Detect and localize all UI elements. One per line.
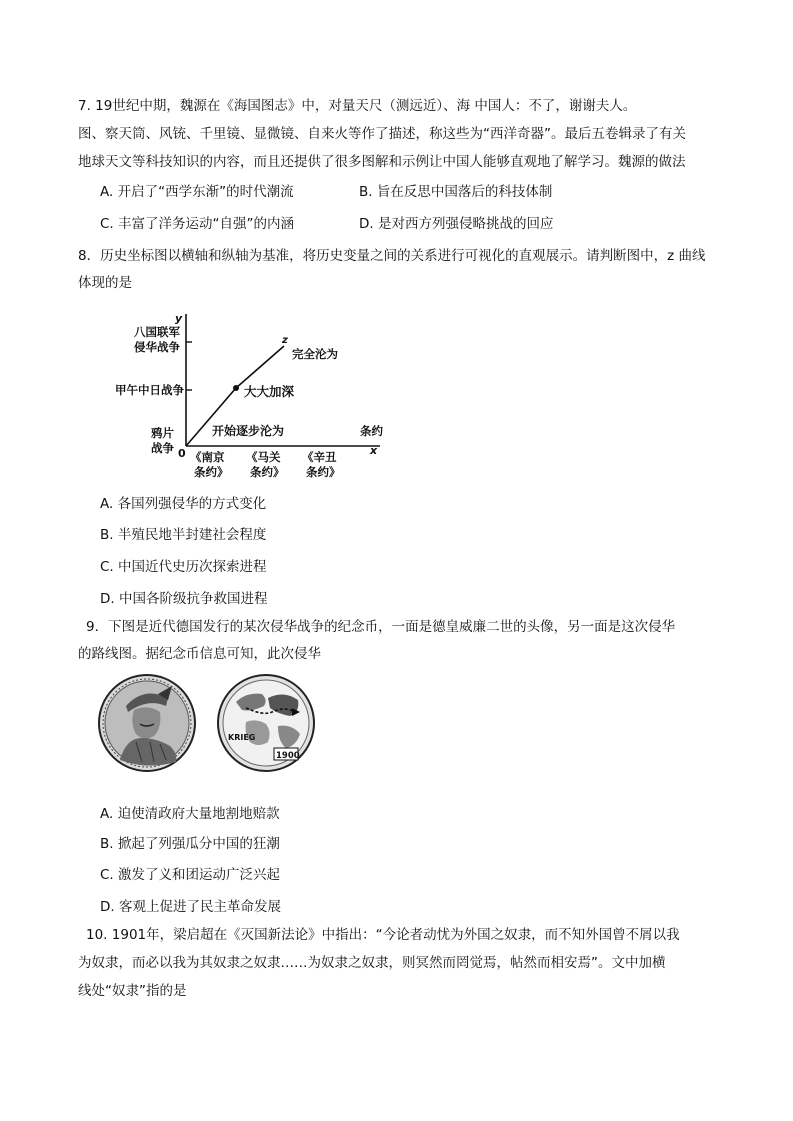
q7-option-c: C. 丰富了洋务运动“自强”的内涵 — [100, 216, 294, 232]
q8-option-d: D. 中国各阶级抗争救国进程 — [100, 591, 268, 607]
y-label-opium-war-2: 战争 — [151, 441, 174, 455]
q7-option-d: D. 是对西方列强侵略挑战的回应 — [359, 216, 554, 232]
x-label-shimonoseki-2: 条约》 — [250, 465, 285, 479]
q9-option-b: B. 掀起了列强瓜分中国的狂潮 — [100, 836, 280, 852]
q9-option-a: A. 迫使清政府大量地割地赔款 — [100, 806, 280, 822]
q10-line-2: 为奴隶，而必以我为其奴隶之奴隶……为奴隶之奴隶，则冥然而罔觉焉，帖然而相安焉”。文中加横 — [78, 955, 666, 971]
q10-line-3: 线处“奴隶”指的是 — [78, 983, 187, 999]
y-label-eight-nation-1: 八国联军 — [134, 325, 180, 339]
z-curve-label: z — [282, 335, 288, 346]
x-label-shimonoseki-1: 《马关 — [246, 450, 281, 464]
q8-line-1: 8．历史坐标图以横轴和纵轴为基准，将历史变量之间的关系进行可视化的直观展示。请判断图中，z 曲线 — [78, 248, 706, 264]
x-label-nanjing-2: 条约》 — [194, 465, 229, 479]
q8-line-2: 体现的是 — [78, 275, 132, 291]
q8-coordinate-figure — [115, 304, 396, 486]
y-label-sino-japanese-war: 甲午中日战争 — [115, 383, 184, 397]
x-axis-letter: x — [370, 444, 378, 457]
y-label-eight-nation-2: 侵华战争 — [134, 340, 180, 354]
q9-commemorative-coin-figure — [96, 672, 318, 774]
origin-label: 0 — [178, 447, 186, 460]
annotation-deepened: 大大加深 — [244, 384, 295, 399]
coin-year: 1900 — [276, 751, 300, 761]
coin-inscription: KRIEG — [228, 733, 256, 742]
x-label-nanjing-1: 《南京 — [190, 450, 225, 464]
q9-option-c: C. 激发了义和团运动广泛兴起 — [100, 867, 281, 883]
q10-line-1: 10. 1901年，梁启超在《灭国新法论》中指出：“今论者动忧为外国之奴隶，而不知外国曾不屑以我 — [86, 927, 680, 943]
q7-option-b: B. 旨在反思中国落后的科技体制 — [359, 184, 553, 200]
y-label-opium-war-1: 鸦片 — [151, 426, 174, 440]
q9-line-1: 9．下图是近代德国发行的某次侵华战争的纪念币，一面是德皇威廉二世的头像，另一面是这次侵华 — [86, 619, 676, 635]
q8-option-a: A. 各国列强侵华的方式变化 — [100, 496, 267, 512]
x-label-xinchou-1: 《辛丑 — [302, 450, 337, 464]
q7-option-a: A. 开启了“西学东渐”的时代潮流 — [100, 184, 294, 200]
annotation-complete: 完全沦为 — [292, 347, 338, 361]
z-curve-point — [233, 385, 239, 391]
coin-portrait-side — [99, 675, 195, 771]
q7-line-3: 地球天文等科技知识的内容，而且还提供了很多图解和示例让中国人能够直观地了解学习。魏源的做法 — [78, 154, 686, 170]
x-axis-name: 条约 — [360, 424, 383, 438]
q9-line-2: 的路线图。据纪念币信息可知，此次侵华 — [78, 646, 321, 662]
y-axis-letter: y — [175, 312, 183, 325]
q8-option-c: C. 中国近代史历次探索进程 — [100, 559, 267, 575]
q7-line-1: 7. 19世纪中期，魏源在《海国图志》中，对量天尺（测远近）、海 中国人：不了，谢谢夫人。 — [78, 98, 637, 114]
annotation-beginning: 开始逐步沦为 — [212, 424, 285, 438]
q7-line-2: 图、察天筒、风铳、千里镜、显微镜、自来火等作了描述，称这些为“西洋奇器”。最后五卷辑录了有关 — [78, 126, 686, 142]
x-label-xinchou-2: 条约》 — [306, 465, 341, 479]
q8-option-b: B. 半殖民地半封建社会程度 — [100, 527, 267, 543]
q9-option-d: D. 客观上促进了民主革命发展 — [100, 899, 281, 915]
coin-route-map-side — [218, 675, 314, 771]
